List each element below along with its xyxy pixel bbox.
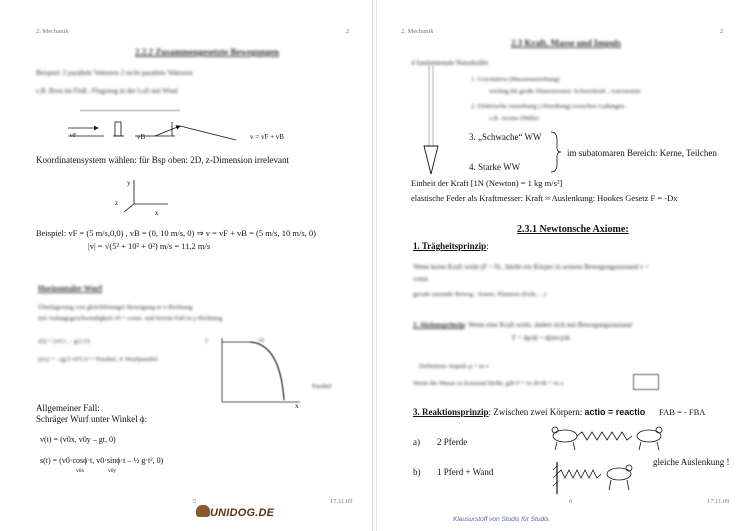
horse-wall-icon xyxy=(553,458,643,498)
axis-y-label: y xyxy=(127,179,131,187)
item-b-label: b) xyxy=(413,467,421,477)
blur-r1: Wenn keine Kraft wirkt (F = 0) , bleibt ein Körper in seinem Bewegungszustand v = xyxy=(413,263,649,271)
unit-line: Einheit der Kraft [1N (Newton) = 1 kg m/s²] xyxy=(411,178,563,188)
blur-r3: : Wenn eine Kraft wirkt, ändert sich mit Bewegungszustand xyxy=(464,321,632,329)
oblique-title: Schräger Wurf unter Winkel ϕ: xyxy=(36,414,148,424)
label-vB: vB xyxy=(137,133,146,141)
brace-text: im subatomaren Bereich: Kerne, Teilchen xyxy=(567,148,717,158)
header-left: 2. Mechanik xyxy=(401,28,434,35)
coord-text: Koordinatensystem wählen: für Bsp oben: 2D, z-Dimension irrelevant xyxy=(36,155,289,165)
same-deflection-text: gleiche Auslenkung ! xyxy=(653,457,730,467)
blur-line-3: r(t) = (v0 t , - g/2 t²) xyxy=(38,338,90,345)
blur-r1b: const. xyxy=(413,275,430,283)
spring-line: elastische Feder als Kraftmesser: Kraft ≈ Auslenkung: Hookes Gesetz F = -Dx xyxy=(411,193,678,203)
diag-label-y: y xyxy=(205,338,208,344)
left-page xyxy=(0,0,373,531)
two-horses-icon xyxy=(547,422,667,454)
item-a-text: 2 Pferde xyxy=(437,437,468,447)
header-right: 2 xyxy=(720,28,724,35)
list-item-2b: z.B. Atome (Hülle) xyxy=(489,115,539,122)
section-title: 2.3 Kraft, Masse und Impuls xyxy=(511,38,622,48)
intro-line: Beispiel: 2 parallele Vektoren 2 nicht parallele Vektoren xyxy=(36,69,193,77)
sub-v0x: v0x xyxy=(76,468,85,474)
blur-r4: F = dp/dt = d(mv)/dt xyxy=(512,334,570,342)
footer-page-number: 5 xyxy=(193,498,197,505)
footer-date: 17.11.09 xyxy=(707,498,730,505)
header-left: 2. Mechanik xyxy=(36,28,69,35)
right-page xyxy=(376,0,750,531)
item-b-text: 1 Pferd + Wand xyxy=(437,467,494,477)
reaction-formula: FAB = - FBA xyxy=(659,407,706,417)
inertia-colon: : xyxy=(486,241,489,251)
list-item-3: 3. „Schwache“ WW xyxy=(469,132,542,142)
blur-heading: 4 fundamentale Naturkräfte xyxy=(411,59,489,67)
reaction-bold: actio = reactio xyxy=(584,407,646,417)
divider xyxy=(80,110,180,111)
blur-line-4: y(x) = - (g/2 v0²) x² = Parabel, ∧ Wurfparabel xyxy=(38,356,158,363)
magnitude-text: |v| = √(5² + 10² + 0²) m/s = 11,2 m/s xyxy=(88,241,211,251)
general-title: Allgemeiner Fall: xyxy=(36,403,100,413)
list-item-2: 2. Elektrische Anziehung (Abstoßung) zwischen Ladungen xyxy=(471,103,625,110)
blur-line-1: Überlagerung von gleichförmiger Bewegung in x-Richtung xyxy=(38,304,193,311)
axis-z-label: z xyxy=(115,199,119,207)
watermark-text: Klausurstoff von Studis für Studis xyxy=(453,516,549,523)
blur-r2: gerade unrunde Beweg.: Sonne, Planeten (Erde, ...) xyxy=(413,291,547,298)
sub-v0y: v0y xyxy=(108,468,117,474)
section-title: 2.2.2 Zusammengesetzte Bewegungen xyxy=(135,47,279,57)
down-arrow-icon xyxy=(421,62,441,182)
list-item-4: 4. Starke WW xyxy=(469,162,521,172)
list-item-1b: wichtig für große Dimensionen: Schwerkraft , Astronomie xyxy=(489,88,641,95)
list-item-1: 1. Gravitation (Massenanziehung) xyxy=(471,76,560,83)
label-vsum: v = vF + vB xyxy=(250,133,284,141)
item-a-label: a) xyxy=(413,437,420,447)
blur-line-2: mit Anfangsgeschwindigkeit v0 = const. und freiem Fall in y-Richtung xyxy=(38,315,223,322)
example-text: Beispiel: vF = (5 m/s,0,0) , vB = (0, 10 m/s, 0) ⇒ v = vF + vB = (5 m/s, 10 m/s, 0) xyxy=(36,228,316,238)
action-title: 2. Aktionsprinzip xyxy=(413,321,465,329)
subsection-title: Horizontaler Wurf xyxy=(38,284,103,293)
v-equation: v(t) = (v0x, v0y – gt, 0) xyxy=(40,435,116,444)
axiom-title: 2.3.1 Newtonsche Axiome: xyxy=(517,224,629,235)
boxed-formula xyxy=(633,374,659,390)
inertia-title: 1. Trägheitsprinzip xyxy=(413,241,487,251)
reaction-text: : Zwischen zwei Körpern: xyxy=(488,407,585,417)
header-right: 2 xyxy=(346,28,350,35)
diag-label-x: x xyxy=(295,402,299,410)
dog-logo-icon xyxy=(196,505,210,517)
parabel-label: Parabel xyxy=(312,383,332,390)
reaction-title: 3. Reaktionsprinzip xyxy=(413,407,489,417)
unidog-logo: UNIDOG.DE xyxy=(210,507,275,519)
footer-date: 17.11.09 xyxy=(330,498,353,505)
footer-page-number: 6 xyxy=(569,498,573,505)
blur-r5: Definition: Impuls p = m v xyxy=(419,363,489,370)
blur-r6: Wenn die Masse m konstant bleibt, gilt F = m dv/dt = m a xyxy=(413,380,564,387)
axis-x-label: x xyxy=(155,209,159,217)
brace-icon xyxy=(549,130,563,174)
intro-line-2: z.B. Boot im Fluß ; Flugzeug in der Luft mit Wind xyxy=(36,87,178,95)
label-vF: vF xyxy=(70,133,77,139)
s-equation: s(t) = (v0·cosϕ·t, v0·sinϕ·t – ½ g·t², 0) xyxy=(40,456,164,465)
diag-label-v0: v0 xyxy=(258,338,264,344)
